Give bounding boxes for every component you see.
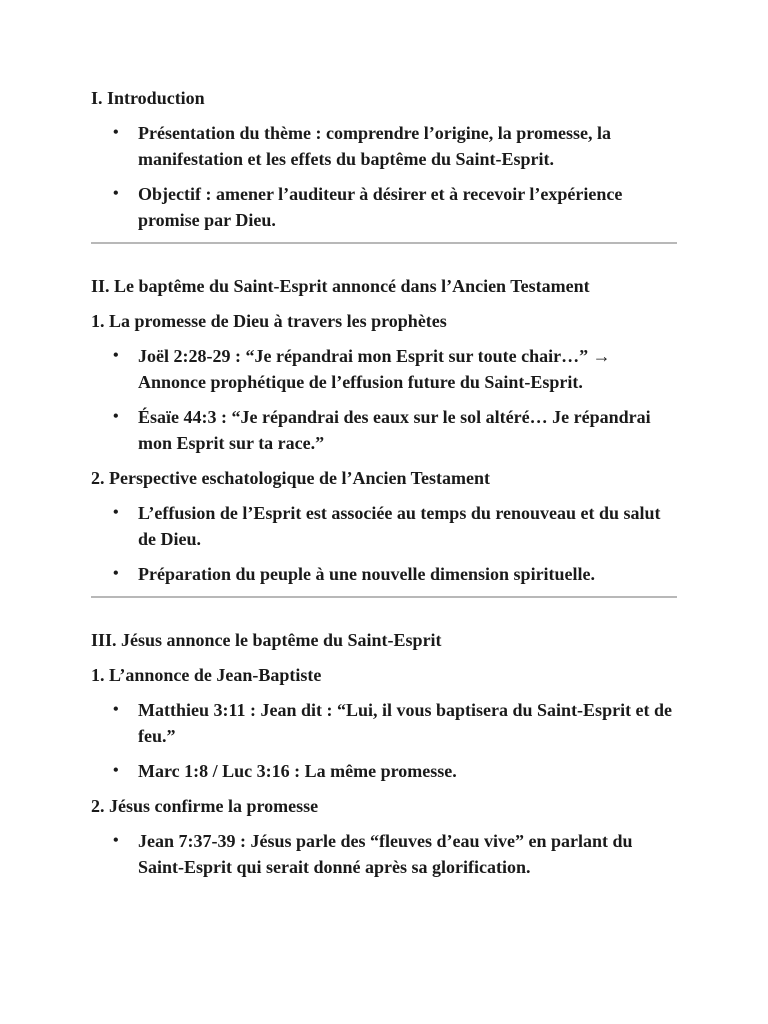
bullet-list — [91, 120, 681, 233]
section-divider — [91, 596, 677, 598]
section-heading: II. Le baptême du Saint-Esprit annoncé dans l’Ancien Testament — [91, 276, 590, 296]
list-item-text: Marc 1:8 / Luc 3:16 : La même promesse. — [138, 761, 457, 781]
bullet-icon: • — [113, 124, 119, 141]
bullet-list — [91, 500, 681, 587]
list-item — [91, 500, 681, 552]
bullet-list — [91, 697, 681, 784]
bullet-icon: • — [113, 565, 119, 582]
bullet-icon: • — [113, 832, 119, 849]
list-item-text: Objectif : amener l’auditeur à désirer et à recevoir l’expérience promise par Dieu. — [138, 184, 623, 230]
list-item-text: Ésaïe 44:3 : “Je répandrai des eaux sur le sol altéré… Je répandrai mon Esprit sur ta race.” — [138, 407, 651, 453]
bullet-icon: • — [113, 504, 119, 521]
list-item — [91, 343, 681, 395]
bullet-icon: • — [113, 408, 119, 425]
list-item-text: Matthieu 3:11 : Jean dit : “Lui, il vous baptisera du Saint-Esprit et de feu.” — [138, 700, 673, 746]
list-item — [91, 828, 681, 880]
document-page — [91, 85, 681, 889]
list-item — [91, 181, 681, 233]
section-heading: III. Jésus annonce le baptême du Saint-Esprit — [91, 630, 442, 650]
list-item-text: Présentation du thème : comprendre l’origine, la promesse, la manifestation et les effets du baptême du Saint-Esprit. — [138, 123, 611, 169]
section-heading: I. Introduction — [91, 88, 205, 108]
subsection-heading: 1. L’annonce de Jean-Baptiste — [91, 665, 322, 685]
bullet-icon: • — [113, 701, 119, 718]
bullet-icon: • — [113, 762, 119, 779]
bullet-list — [91, 828, 681, 880]
list-item-text: Joël 2:28-29 : “Je répandrai mon Esprit sur toute chair…” → Annonce prophétique de l’effusion future du Saint-Esprit. — [138, 346, 611, 392]
bullet-list — [91, 343, 681, 456]
subsection-heading: 1. La promesse de Dieu à travers les prophètes — [91, 311, 447, 331]
section-divider — [91, 242, 677, 244]
bullet-icon: • — [113, 185, 119, 202]
subsection-heading: 2. Jésus confirme la promesse — [91, 796, 319, 816]
bullet-icon: • — [113, 347, 119, 364]
list-item-text: Jean 7:37-39 : Jésus parle des “fleuves d’eau vive” en parlant du Saint-Esprit qui serait donné après sa glorification. — [138, 831, 633, 877]
list-item-text: L’effusion de l’Esprit est associée au temps du renouveau et du salut de Dieu. — [138, 503, 661, 549]
list-item — [91, 758, 681, 784]
list-item-text: Préparation du peuple à une nouvelle dimension spirituelle. — [138, 564, 596, 584]
list-item — [91, 697, 681, 749]
list-item — [91, 561, 681, 587]
list-item — [91, 120, 681, 172]
subsection-heading: 2. Perspective eschatologique de l’Ancien Testament — [91, 468, 490, 488]
list-item — [91, 404, 681, 456]
